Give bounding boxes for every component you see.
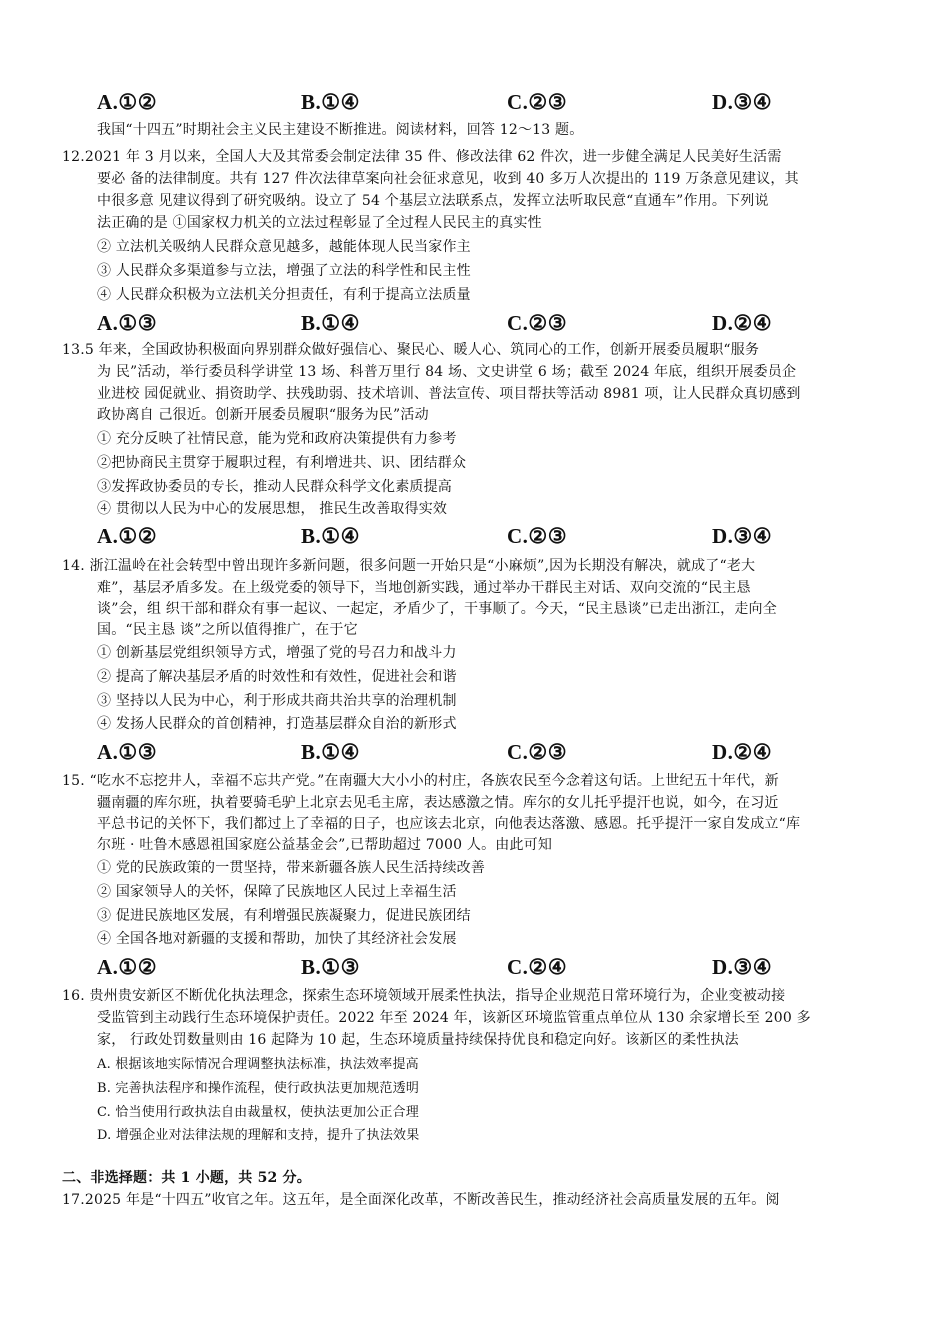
question-text: 要必 备的法律制度。共有 127 件次法律草案向社会征求意见，收到 40 多万人次提出的 119 万条意见建议，其 (97, 171, 799, 187)
option-a: A.①③ (97, 740, 158, 764)
statement: ③ 坚持以人民为中心，利于形成共商共治共享的治理机制 (97, 693, 457, 709)
question-text: 难”，基层矛盾多发。在上级党委的领导下，当地创新实践，通过举办干群民主对话、双向交流的“民主恳 (97, 580, 751, 596)
options-row (0, 90, 950, 116)
option-b: B.①④ (301, 311, 360, 335)
option-d: D.③④ (712, 955, 773, 979)
question-text: 受监管到主动践行生态环境保护责任。2022 年至 2024 年，该新区环境监管重点单位从 130 余家增长至 200 多 (97, 1010, 811, 1026)
statement: ① 创新基层党组织领导方式，增强了党的号召力和战斗力 (97, 645, 457, 661)
question-text: 谈”会，组 织干部和群众有事一起议、一起定，矛盾少了，干事顺了。今天，“民主恳谈”已走出浙江，走向全 (97, 601, 777, 617)
option-c: C.②④ (507, 955, 568, 979)
option-a: A.①② (97, 955, 158, 979)
question-text: 17.2025 年是“十四五”收官之年。这五年，是全面深化改革，不断改善民生，推动经济社会高质量发展的五年。阅 (62, 1192, 780, 1208)
options-row (0, 740, 950, 766)
choice-d: D. 增强企业对法律法规的理解和支持，提升了执法效果 (97, 1128, 420, 1143)
option-b: B.①④ (301, 740, 360, 764)
question-text: 家， 行政处罚数量则由 16 起降为 10 起，生态环境质量持续保持优良和稳定向好。该新区的柔性执法 (97, 1032, 739, 1048)
options-row (0, 524, 950, 550)
statement: ④ 全国各地对新疆的支援和帮助，加快了其经济社会发展 (97, 931, 457, 947)
options-row (0, 311, 950, 337)
question-text: 政协离自 己很近。创新开展委员履职“服务为民”活动 (97, 407, 429, 423)
question-text: 为 民”活动，举行委员科学讲堂 13 场、科普万里行 84 场、文史讲堂 6 场；截至 2024 年底，组织开展委员企 (97, 364, 797, 380)
option-d: D.③④ (712, 524, 773, 548)
reading-intro: 我国“十四五”时期社会主义民主建设不断推进。阅读材料，回答 12～13 题。 (97, 122, 584, 138)
option-b: B.①③ (301, 955, 360, 979)
option-d: D.②④ (712, 740, 773, 764)
option-a: A.①② (97, 524, 158, 548)
option-b: B.①④ (301, 90, 360, 114)
statement: ③发挥政协委员的专长，推动人民群众科学文化素质提高 (97, 479, 452, 495)
statement: ② 立法机关吸纳人民群众意见越多，越能体现人民当家作主 (97, 239, 471, 255)
statement: ③ 人民群众多渠道参与立法，增强了立法的科学性和民主性 (97, 263, 471, 279)
question-text: 15. “吃水不忘挖井人，幸福不忘共产党。”在南疆大大小小的村庄，各族农民至今念着这句话。上世纪五十年代，新 (62, 773, 779, 789)
statement: ④ 贯彻以人民为中心的发展思想， 推民生改善取得实效 (97, 501, 448, 517)
option-a: A.①② (97, 90, 158, 114)
question-text: 12.2021 年 3 月以来，全国人大及其常委会制定法律 35 件、修改法律 62 件次，进一步健全满足人民美好生活需 (62, 149, 782, 165)
section-title: 二、非选择题：共 1 小题，共 52 分。 (62, 1170, 311, 1186)
question-text: 业进校 园促就业、捐资助学、扶残助弱、技术培训、普法宣传、项目帮扶等活动 8981 项，让人民群众真切感到 (97, 386, 801, 402)
question-text: 中很多意 见建议得到了研究吸纳。设立了 54 个基层立法联系点，发挥立法听取民意“直通车”作用。下列说 (97, 193, 769, 209)
question-text: 14. 浙江温岭在社会转型中曾出现许多新问题，很多问题一开始只是“小麻烦”,因为长期没有解决，就成了“老大 (62, 558, 756, 574)
option-c: C.②③ (507, 90, 568, 114)
question-text: 13.5 年来，全国政协积极面向界别群众做好强信心、聚民心、暖人心、筑同心的工作，创新开展委员履职“服务 (62, 342, 760, 358)
option-c: C.②③ (507, 311, 568, 335)
choice-a: A. 根据该地实际情况合理调整执法标准，执法效率提高 (97, 1057, 419, 1072)
statement: ③ 促进民族地区发展，有利增强民族凝聚力，促进民族团结 (97, 908, 471, 924)
question-text: 平总书记的关怀下，我们都过上了幸福的日子，也应该去北京，向他表达落激、感恩。托乎提汗一家自发成立“库 (97, 816, 801, 832)
choice-b: B. 完善执法程序和操作流程，使行政执法更加规范透明 (97, 1081, 420, 1096)
question-text: 法正确的是 ①国家权力机关的立法过程彰显了全过程人民民主的真实性 (97, 215, 542, 231)
statement: ④ 人民群众积极为立法机关分担责任，有利于提高立法质量 (97, 287, 471, 303)
statement: ① 充分反映了社情民意，能为党和政府决策提供有力参考 (97, 431, 457, 447)
option-a: A.①③ (97, 311, 158, 335)
statement: ② 提高了解决基层矛盾的时效性和有效性，促进社会和谐 (97, 669, 457, 685)
option-c: C.②③ (507, 524, 568, 548)
statement: ②把协商民主贯穿于履职过程，有利增进共、识、团结群众 (97, 455, 467, 471)
options-row (0, 955, 950, 981)
option-b: B.①④ (301, 524, 360, 548)
statement: ④ 发扬人民群众的首创精神，打造基层群众自治的新形式 (97, 716, 457, 732)
option-d: D.③④ (712, 90, 773, 114)
option-c: C.②③ (507, 740, 568, 764)
choice-c: C. 恰当使用行政执法自由裁量权，使执法更加公正合理 (97, 1105, 419, 1120)
question-text: 16. 贵州贵安新区不断优化执法理念，探索生态环境领域开展柔性执法，指导企业规范日常环境行为，企业变被动接 (62, 988, 786, 1004)
statement: ② 国家领导人的关怀，保障了民族地区人民过上幸福生活 (97, 884, 457, 900)
question-text: 国。“民主恳 谈”之所以值得推广，在于它 (97, 622, 358, 638)
question-text: 尔班 · 吐鲁木感恩祖国家庭公益基金会”,已帮助超过 7000 人。由此可知 (97, 837, 553, 853)
statement: ① 党的民族政策的一贯坚持，带来新疆各族人民生活持续改善 (97, 860, 486, 876)
question-text: 疆南疆的库尔班，执着要骑毛驴上北京去见毛主席，表达感激之情。库尔的女儿托乎提汗也说，如今，在习近 (97, 795, 779, 811)
option-d: D.②④ (712, 311, 773, 335)
